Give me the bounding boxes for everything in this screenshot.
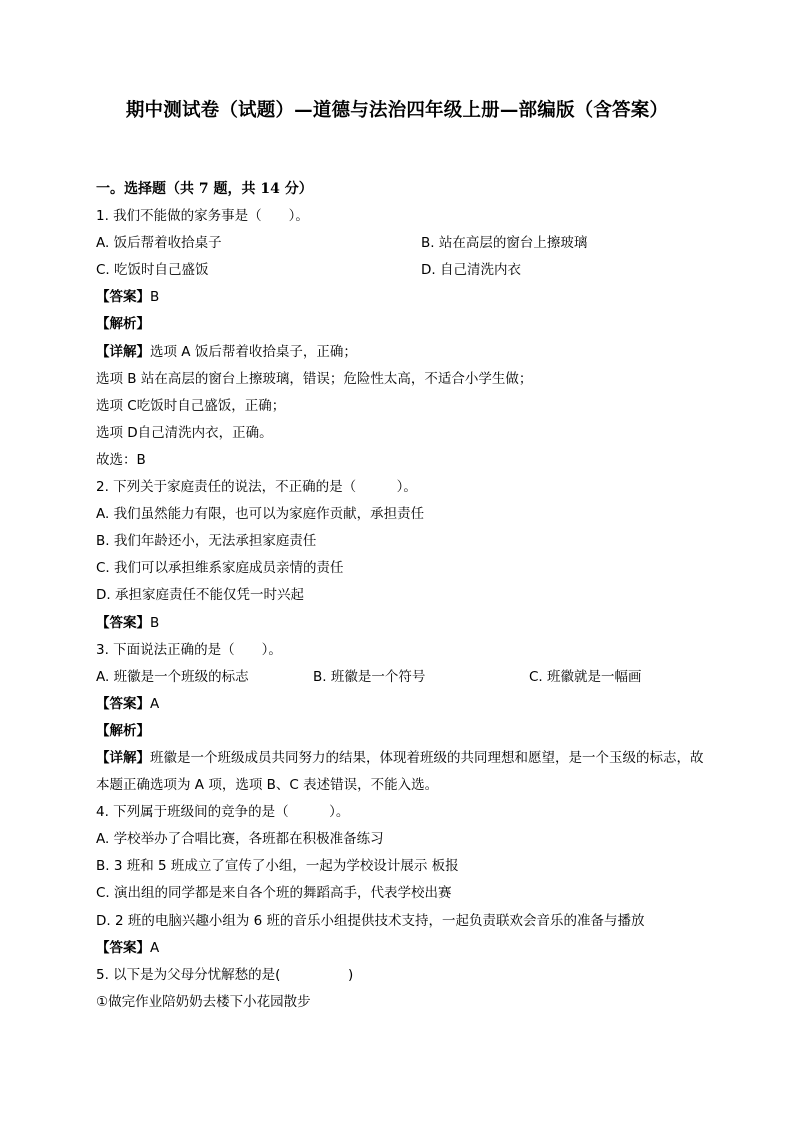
question-1-answer (96, 284, 716, 311)
question-2-option-a: A. 我们虽然能力有限，也可以为家庭作贡献，承担责任 (96, 506, 425, 523)
question-1-explanation-line: 选项 B 站在高层的窗台上擦玻璃，错误；危险性太高，不适合小学生做； (96, 370, 533, 387)
answer-tag: 【答案】 (96, 695, 150, 712)
question-1-option-a: A. 饭后帮着收拾桌子 (96, 235, 222, 252)
question-4-answer (96, 935, 716, 962)
question-1-option-b: B. 站在高层的窗台上擦玻璃 (421, 235, 588, 252)
question-3-option-c: C. 班徽就是一幅画 (529, 668, 642, 685)
detail-tag: 【详解】 (96, 343, 150, 360)
question-2-answer (96, 610, 716, 637)
question-3-options-row (96, 664, 716, 691)
question-3-stem: 3. 下面说法正确的是（ ）。 (96, 641, 282, 658)
question-4-option-d: D. 2 班的电脑兴趣小组为 6 班的音乐小组提供技术支持，一起负责联欢会音乐的准备与播放 (96, 912, 645, 929)
question-1-option-d: D. 自己清洗内衣 (421, 262, 521, 279)
detail-text: 班徽是一个班级成员共同努力的结果，体现着班级的共同理想和愿望，是一个玉级的标志，故本题正确选项为 A 项，选项 B、C 表述错误，不能入选。 (96, 749, 704, 794)
question-1-detail (96, 339, 716, 366)
question-3-detail (96, 745, 716, 799)
detail-tag: 【详解】 (96, 749, 150, 766)
question-1-options-row-2 (96, 257, 716, 284)
document-title: 期中测试卷（试题）—道德与法治四年级上册—部编版（含答案） (125, 100, 669, 121)
question-1-stem: 1. 我们不能做的家务事是（ ）。 (96, 208, 309, 225)
answer-tag: 【答案】 (96, 614, 150, 631)
question-4-option-a: A. 学校举办了合唱比赛，各班都在积极准备练习 (96, 831, 384, 848)
answer-value: A (150, 695, 160, 712)
question-4-option-c: C. 演出组的同学都是来自各个班的舞蹈高手，代表学校出赛 (96, 885, 452, 902)
question-5-stem: 5. 以下是为父母分忧解愁的是( ) (96, 966, 354, 983)
question-2-option-d: D. 承担家庭责任不能仅凭一时兴起 (96, 587, 304, 604)
question-1-options-row-1 (96, 230, 716, 257)
question-3-analysis-tag: 【解析】 (96, 722, 150, 739)
answer-value: A (150, 939, 160, 956)
question-1-explanation-line: 选项 C吃饭时自己盛饭，正确； (96, 397, 286, 414)
section-heading: 一。选择题（共 7 题，共 14 分） (96, 181, 313, 197)
question-1-analysis-tag: 【解析】 (96, 316, 150, 333)
answer-tag: 【答案】 (96, 289, 150, 306)
question-3-answer (96, 691, 716, 718)
question-1-conclusion: 故选：B (96, 451, 146, 468)
question-2-option-c: C. 我们可以承担维系家庭成员亲情的责任 (96, 560, 344, 577)
question-2-option-b: B. 我们年龄还小，无法承担家庭责任 (96, 533, 317, 550)
question-1-option-c: C. 吃饭时自己盛饭 (96, 262, 209, 279)
question-2-stem: 2. 下列关于家庭责任的说法，不正确的是（ ）。 (96, 479, 417, 496)
question-1-explanation-line: 选项 D自己清洗内衣，正确。 (96, 424, 273, 441)
question-4-option-b: B. 3 班和 5 班成立了宣传了小组，一起为学校设计展示 板报 (96, 858, 459, 875)
document-body (96, 176, 716, 1016)
detail-text: 选项 A 饭后帮着收拾桌子，正确； (150, 343, 357, 360)
question-3-option-b: B. 班徽是一个符号 (313, 668, 426, 685)
answer-value: B (150, 614, 160, 631)
question-3-option-a: A. 班徽是一个班级的标志 (96, 668, 249, 685)
question-5-item-1: ①做完作业陪奶奶去楼下小花园散步 (96, 993, 311, 1010)
answer-value: B (150, 289, 160, 306)
answer-tag: 【答案】 (96, 939, 150, 956)
question-4-stem: 4. 下列属于班级间的竞争的是（ ）。 (96, 804, 350, 821)
